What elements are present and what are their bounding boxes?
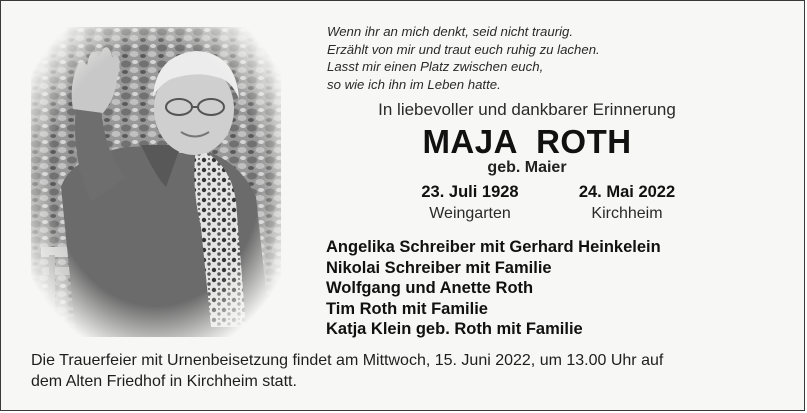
poem-line: Lasst mir einen Platz zwischen euch, <box>327 59 544 74</box>
death-date: 24. Mai 2022 <box>578 183 676 201</box>
maiden-name: geb. Maier <box>487 159 567 176</box>
mourner-entry: Nikolai Schreiber mit Familie <box>326 258 552 277</box>
ceremony-line: Die Trauerfeier mit Urnenbeisetzung findet am Mittwoch, 15. Juni 2022, um 13.00 Uhr auf <box>31 352 664 369</box>
poem-line: Wenn ihr an mich denkt, seid nicht traurig. <box>327 24 574 39</box>
deceased-name <box>327 123 727 161</box>
first-name: MAJA <box>422 123 517 160</box>
memorial-poem <box>327 23 787 93</box>
mourner-entry: Katja Klein geb. Roth mit Familie <box>326 320 583 339</box>
last-name: ROTH <box>536 123 632 160</box>
death-place: Kirchheim <box>591 205 663 222</box>
poem-line: Erzählt von mir und traut euch ruhig zu lachen. <box>327 41 600 57</box>
mourner-entry: Angelika Schreiber mit Gerhard Heinkelein <box>326 238 661 256</box>
mourner-entry: Tim Roth mit Familie <box>326 299 488 318</box>
intro-text: In liebevoller und dankbarer Erinnerung <box>378 100 676 119</box>
birth-place: Weingarten <box>429 205 511 222</box>
mourner-entry: Wolfgang und Anette Roth <box>326 279 534 298</box>
birth-date: 23. Juli 1928 <box>421 183 519 201</box>
mourners-list <box>326 237 661 340</box>
portrait-photo <box>31 27 281 337</box>
ceremony-line: dem Alten Friedhof in Kirchheim statt. <box>31 372 297 390</box>
death-info <box>537 181 717 224</box>
poem-line: so wie ich ihn im Leben hatte. <box>327 76 501 92</box>
birth-info <box>380 181 560 224</box>
ceremony-details <box>31 351 791 392</box>
